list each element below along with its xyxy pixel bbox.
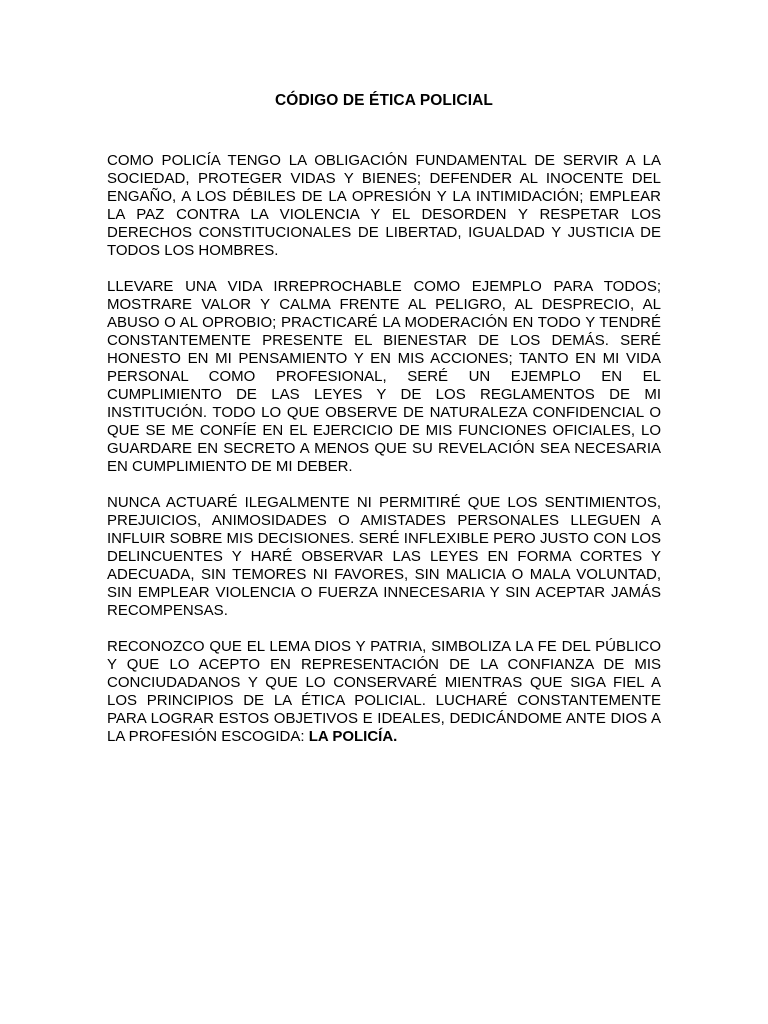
paragraph-1: COMO POLICÍA TENGO LA OBLIGACIÓN FUNDAMENTAL DE SERVIR A LA SOCIEDAD, PROTEGER VIDAS Y BIENES; DEFENDER AL INOCENTE DEL ENGAÑO, A LOS DÉBILES DE LA OPRESIÓN Y LA INTIMIDACIÓN; EMPLEAR LA PAZ CONTRA LA VIOLENCIA Y EL DESORDEN Y RESPETAR LOS DERECHOS CONSTITUCIONALES DE LIBERTAD, IGUALDAD Y JUSTICIA DE TODOS LOS HOMBRES. bbox=[107, 152, 661, 259]
paragraph-4-bold-closing: LA POLICÍA. bbox=[308, 728, 398, 745]
document-title: CÓDIGO DE ÉTICA POLICIAL bbox=[275, 92, 493, 109]
paragraph-2: LLEVARE UNA VIDA IRREPROCHABLE COMO EJEMPLO PARA TODOS; MOSTRARE VALOR Y CALMA FRENTE AL PELIGRO, AL DESPRECIO, AL ABUSO O AL OPROBIO; PRACTICARÉ LA MODERACIÓN EN TODO Y TENDRÉ CONSTANTEMENTE PRESENTE EL BIENESTAR DE LOS DEMÁS. SERÉ HONESTO EN MI PENSAMIENTO Y EN MIS ACCIONES; TANTO EN MI VIDA PERSONAL COMO PROFESIONAL, SERÉ UN EJEMPLO EN EL CUMPLIMIENTO DE LAS LEYES Y DE LOS REGLAMENTOS DE MI INSTITUCIÓN. TODO LO QUE OBSERVE DE NATURALEZA CONFIDENCIAL O QUE SE ME CONFÍE EN EL EJERCICIO DE MIS FUNCIONES OFICIALES, LO GUARDARE EN SECRETO A MENOS QUE SU REVELACIÓN SEA NECESARIA EN CUMPLIMIENTO DE MI DEBER. bbox=[107, 278, 661, 475]
paragraph-3: NUNCA ACTUARÉ ILEGALMENTE NI PERMITIRÉ QUE LOS SENTIMIENTOS, PREJUICIOS, ANIMOSIDADES O AMISTADES PERSONALES LLEGUEN A INFLUIR SOBRE MIS DECISIONES. SERÉ INFLEXIBLE PERO JUSTO CON LOS DELINCUENTES Y HARÉ OBSERVAR LAS LEYES EN FORMA CORTES Y ADECUADA, SIN TEMORES NI FAVORES, SIN MALICIA O MALA VOLUNTAD, SIN EMPLEAR VIOLENCIA O FUERZA INNECESARIA Y SIN ACEPTAR JAMÁS RECOMPENSAS. bbox=[107, 494, 661, 619]
paragraph-4-text: RECONOZCO QUE EL LEMA DIOS Y PATRIA, SIMBOLIZA LA FE DEL PÚBLICO Y QUE LO ACEPTO EN REPRESENTACIÓN DE LA CONFIANZA DE MIS CONCIUDADANOS Y QUE LO CONSERVARÉ MIENTRAS QUE SIGA FIEL A LOS PRINCIPIOS DE LA ÉTICA POLICIAL. LUCHARÉ CONSTANTEMENTE PARA LOGRAR ESTOS OBJETIVOS E IDEALES, DEDICÁNDOME ANTE DIOS A LA PROFESIÓN ESCOGIDA: bbox=[107, 638, 661, 745]
document-body bbox=[107, 152, 661, 764]
paragraph-4 bbox=[107, 638, 661, 746]
